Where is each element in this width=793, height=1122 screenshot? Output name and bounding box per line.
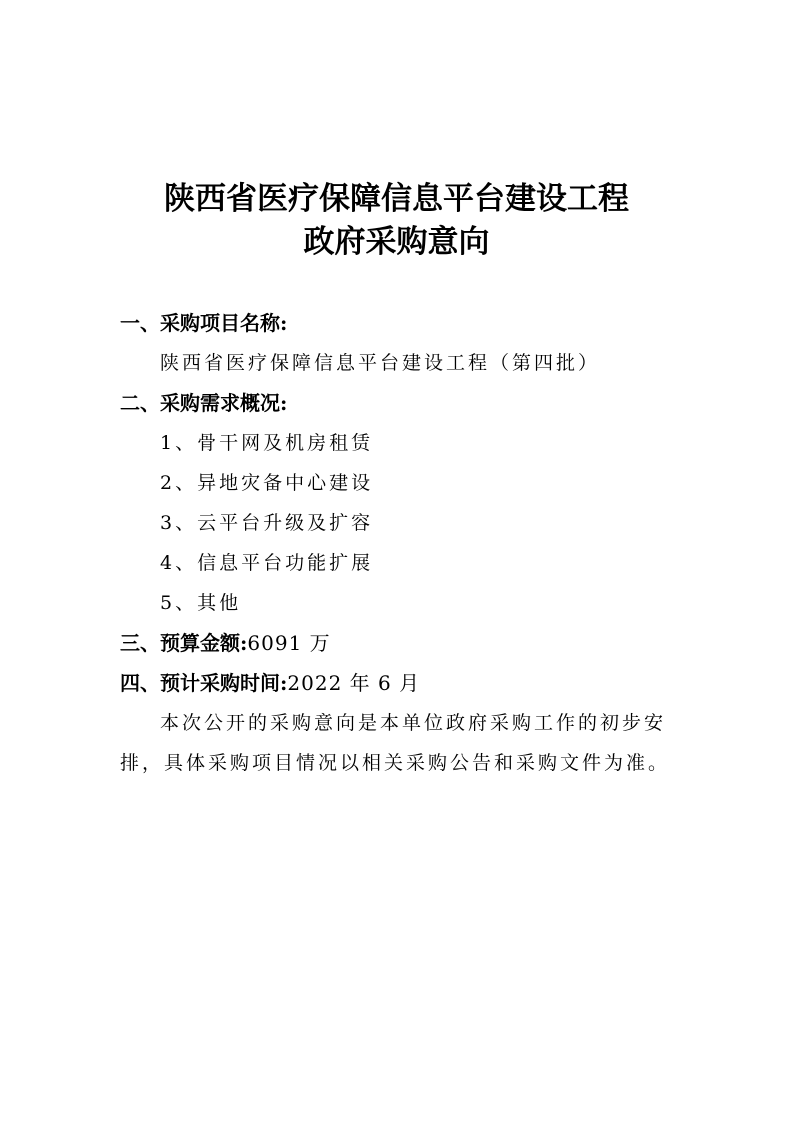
section-3-row <box>120 629 331 657</box>
budget-amount: 6091 万 <box>247 631 331 655</box>
section-3-heading: 三、预算金额: <box>120 631 248 655</box>
requirement-item-2: 2、异地灾备中心建设 <box>160 472 374 494</box>
requirement-item-1: 1、骨干网及机房租赁 <box>160 432 374 454</box>
section-4-heading: 四、预计采购时间: <box>120 671 288 695</box>
procurement-time: 2022 年 6 月 <box>287 671 421 695</box>
section-4-row <box>120 669 420 697</box>
requirement-item-3: 3、云平台升级及扩容 <box>160 512 374 534</box>
document-title-line-2: 政府采购意向 <box>303 224 490 260</box>
requirement-item-4: 4、信息平台功能扩展 <box>160 552 374 574</box>
section-2-heading: 二、采购需求概况: <box>120 391 288 415</box>
note-line-1: 本次公开的采购意向是本单位政府采购工作的初步安 <box>160 712 667 734</box>
note-line-2: 排，具体采购项目情况以相关采购公告和采购文件为准。 <box>120 752 671 774</box>
section-1-heading: 一、采购项目名称: <box>120 311 288 335</box>
requirement-item-5: 5、其他 <box>160 592 242 614</box>
project-name: 陕西省医疗保障信息平台建设工程（第四批） <box>160 352 601 374</box>
document-title-line-1: 陕西省医疗保障信息平台建设工程 <box>164 181 629 217</box>
